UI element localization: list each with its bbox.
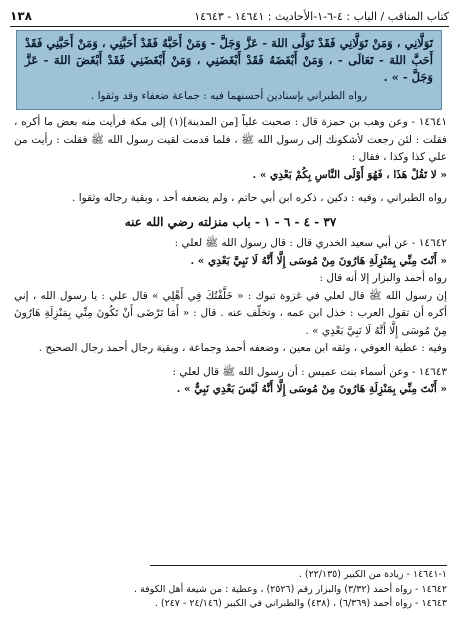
hadith-14641-note: رواه الطبراني ، وفيه : دكين ، ذكره ابن أبي حاتم ، ولم يضعفه أحد ، وبقية رجاله وثقوا .	[72, 192, 447, 204]
footnote: ١-١٤٦٤١ - زيادة من الكبير (٢٢/١٣٥) .	[298, 569, 447, 580]
footnotes	[14, 568, 447, 612]
footnote: ١٤٦٤٣ - رواه أحمد (٦/٣٦٩) ، (٤٣٨) والطبراني في الكبير (٢٤/١٤٦ - ٢٤٧) .	[154, 598, 447, 609]
hadith-14642-quote: « أَنْتَ مِنِّي بِمَنْزِلَةِ هَارُونَ مِنْ مُوسَى إِلَّا أَنَّهُ لَا نَبِيَّ بَعْدِي » .	[190, 254, 447, 267]
hadith-14642-note: رواه أحمد والبزار إلا أنه قال :	[319, 272, 447, 284]
hadith-14643-quote: « أَنْتَ مِنِّي بِمَنْزِلَةِ هَارُونَ مِنْ مُوسَى إِلَّا أَنَّهُ لَيْسَ بَعْدِي نَبِيٌّ » .	[176, 383, 447, 395]
hadith-14642-grading: وفيه : عطية العوفي ، وثقه ابن معين ، وضعفه أحمد وجماعة ، وبقية رجال أحمد رجال الصحيح .	[38, 342, 447, 354]
hadith-14642-text: ١٤٦٤٢ - عن أبي سعيد الخدري قال : قال رسول الله ﷺ لعلي :	[174, 237, 447, 249]
section-title: ٣٧ - ٤ - ٦ - ١ - باب منزلته رضي الله عنه	[124, 214, 337, 229]
page-number: ١٣٨	[10, 9, 32, 23]
highlight-box	[16, 30, 442, 110]
hadith-14643-text: ١٤٦٤٣ - وعن أسماء بنت عميس : أن رسول الله ﷺ قال لعلي :	[172, 365, 447, 378]
footnote-rule	[150, 565, 447, 566]
main-text	[14, 114, 447, 399]
hadith-14641-quote: « لا تَقُلْ هَذَا ، فَهُوَ أَوْلَى النَّاسِ بِكُمْ بَعْدِي » .	[252, 168, 447, 181]
hadith-14641-text: ١٤٦٤١ - وعن وهب بن حمزة قال : صحبت علياً [من المدينة](١) إلى مكة فرأيت منه بعض ما أكره ، فقلت : لئن رجعت لأشكونك إلى رسول الله ﷺ ، فلما قدمت لقيت رسول الله ﷺ فقلت : رأيت من علي كذا وكذا ، فقال :	[14, 116, 447, 163]
page-header	[10, 5, 449, 27]
highlight-quote: تَوَلَّانِي ، وَمَنْ تَوَلَّانِي فَقَدْ تَوَلَّى اللهَ - عَزَّ وَجَلَّ - وَمَنْ أَحَبَّهُ فَقَدْ أَحَبَّنِي ، وَمَنْ أَحَبَّنِي فَقَدْ أَحَبَّ اللهَ - تَعَالَى - ، وَمَنْ أَبْغَضَهُ فَقَدْ أَبْغَضَنِي ، وَمَنْ أَبْغَضَنِي فَقَدْ أَبْغَضَ اللهَ - عَزَّ وَجَلَّ - » .	[25, 36, 433, 84]
header-rule	[10, 26, 449, 27]
running-title: كتاب المناقب / الباب : ٤-٦-١-الأحاديث : ١٤٦٤١ - ١٤٦٤٣	[194, 9, 449, 23]
hadith-14642-variant: إن رسول الله ﷺ قال لعلي في غزوة تبوك : « خَلَّفْتُكَ فِي أَهْلِي » قال علي : يا رسول الله ، إني أكره أن تقول العرب : خذل ابن عمه ، وتخلّف عنه . قال : « أَمَا تَرْضَى أَنْ تَكُونَ مِنِّي بِمَنْزِلَةِ هَارُونَ مِنْ مُوسَى إِلَّا أَنَّهُ لَا نَبِيَّ بَعْدِي » .	[14, 289, 447, 337]
highlight-note: رواه الطبراني بإسنادين أحسنهما فيه : جماعة ضعفاء وقد وثقوا .	[90, 90, 368, 102]
footnote: ١٤٦٤٢ - رواه أحمد (٣/٣٢) والبزار رقم (٢٥٢٦) ، وعطية : من شيعة أهل الكوفة .	[134, 583, 447, 595]
